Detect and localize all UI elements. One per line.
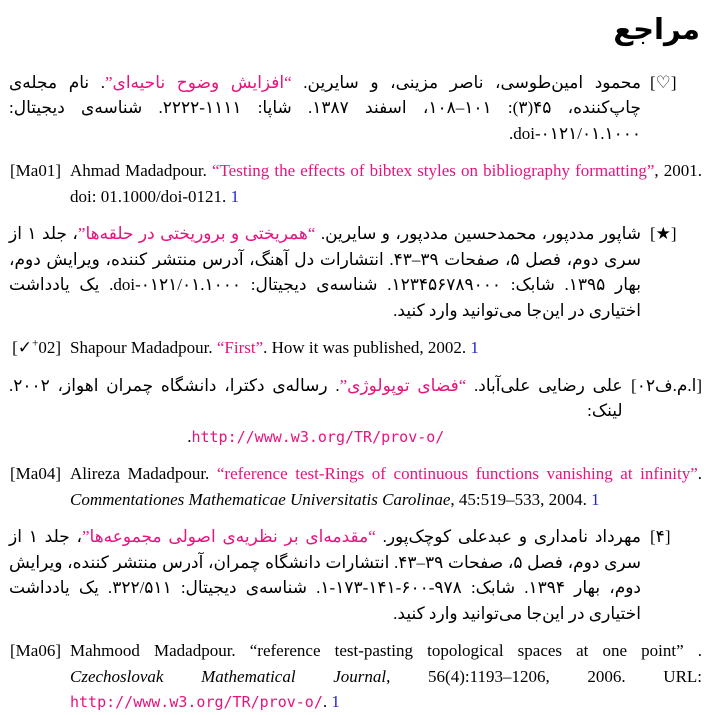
entry-label	[9, 638, 61, 715]
entry-text	[70, 461, 702, 512]
entry-text	[9, 70, 641, 147]
label-text: [♡]	[650, 72, 677, 92]
citation-text: محمود امین‌طوسی، ناصر مزینی، و سایرین.	[291, 72, 641, 92]
reference-entry	[9, 70, 702, 147]
entry-label	[650, 524, 702, 626]
citation-text: ، جلد ۱ از سری دوم، فصل ۵، صفحات ۳۹–۴۳. انتشارات دانشگاه چمران، آدرس منتشر کننده، ویرایش دوم، بهار ۱۳۹۴. شابک: ۹۷۸-۶۰۰-۱۴۱-۱۷۳-۱. شناسه‌ی دیجیتال: ۳۲۲/۵۱۱. یک یادداشت اختیاری در این‌جا می‌توانید وارد کنید.	[9, 527, 642, 623]
url-trailing-period: .	[187, 426, 192, 446]
citation-text: Shapour Madadpour.	[70, 338, 217, 357]
reference-title: “افزایش وضوح ناحیه‌ای”	[104, 72, 292, 92]
citation-text: شاپور مددپور، محمدحسین مددپور، و سایرین.	[315, 224, 641, 243]
backref-page-link[interactable]: 1	[591, 489, 600, 509]
entry-text	[9, 221, 641, 323]
citation-text: . نام مجله‌ی چاپ‌کننده، ۴۵(۳): ۱۰۱–۱۰۸، اسفند ۱۳۸۷. شاپا: ۱۱۱۱-۲۲۲۲. شناسه‌ی دیجیتال: ۰۱.۱۰۰۰/doi-۰۱۲۱.	[9, 72, 641, 143]
reference-entry	[9, 335, 702, 361]
entry-text	[70, 158, 702, 209]
backref-page-link[interactable]: 1	[230, 186, 240, 206]
reference-entry	[9, 373, 702, 450]
url-link[interactable]: http://www.w3.org/TR/prov-o/	[191, 427, 445, 446]
reference-title: “فضای توپولوژی”	[339, 375, 467, 395]
url-line	[9, 424, 623, 450]
reference-title: “همریختی و بروریختی در حلقه‌ها”	[77, 224, 316, 243]
entry-text	[9, 524, 641, 626]
citation-text: Ahmad Madadpour.	[70, 161, 212, 180]
reference-title: “First”	[216, 338, 264, 357]
reference-title: “Testing the effects of bibtex styles on bibliography formatting”	[211, 161, 655, 180]
citation-text: مهرداد نامداری و عبدعلی کوچک‌پور.	[375, 527, 642, 546]
reference-entry	[9, 524, 702, 626]
entry-text	[70, 638, 702, 715]
citation-text: Alireza Madadpour.	[70, 464, 217, 483]
label-text: [Ma01]	[10, 161, 61, 180]
label-text: [۴]	[650, 527, 671, 546]
reference-entry	[9, 221, 702, 323]
entry-label	[9, 461, 61, 512]
citation-text: .	[322, 692, 332, 711]
url-link[interactable]: http://www.w3.org/TR/prov-o/	[70, 693, 323, 711]
label-text: 02]	[38, 338, 61, 357]
label-text: [★]	[650, 224, 677, 243]
reference-entry	[9, 461, 702, 512]
backref-page-link[interactable]: 1	[470, 338, 479, 357]
citation-text: علی رضایی علی‌آباد.	[466, 375, 623, 395]
citation-text: ، جلد ۱ از سری دوم، فصل ۵، صفحات ۳۹–۴۳. انتشارات دل آهنگ، آدرس منتشر کننده، ویرایش دوم، بهار ۱۳۹۵. شابک: ۱۲۳۴۵۶۷۸۹۰۰۰. شناسه‌ی دیجیتال: ۰۱.۱۰۰۰/doi-۰۱۲۱. یک یادداشت اختیاری در این‌جا می‌توانید وارد کنید.	[9, 224, 641, 320]
citation-text: , 45:519–533, 2004.	[450, 489, 592, 509]
citation-text: Mahmood Madadpour. “reference test-pasting topological spaces at one point” .	[70, 641, 702, 660]
citation-text: . How it was published, 2002.	[263, 338, 471, 357]
label-text: [ا.م.ف۰۲]	[631, 375, 702, 395]
citation-text: , 2001. doi: 01.1000/doi-0121.	[70, 161, 703, 206]
entry-label	[9, 158, 61, 209]
citation-text: .	[697, 464, 702, 483]
entry-text	[70, 335, 702, 361]
label-text: [Ma06]	[10, 641, 61, 660]
backref-page-link[interactable]: 1	[331, 692, 340, 711]
entry-label-check-mark	[9, 335, 61, 361]
label-superscript: +	[32, 337, 39, 350]
label-text: [✓	[12, 338, 32, 357]
entry-text	[9, 373, 623, 450]
reference-entry	[9, 158, 702, 209]
label-text: [Ma04]	[10, 464, 61, 483]
reference-list	[9, 70, 702, 715]
citation-text: . رساله‌ی دکترا، دانشگاه چمران اهواز، ۲۰۰۲. لینک:	[9, 375, 623, 420]
page-title: مراجع	[613, 12, 700, 46]
reference-title: “مقدمه‌ای بر نظریه‌ی اصولی مجموعه‌ها”	[81, 527, 376, 546]
reference-title: “reference test-Rings of continuous functions vanishing at infinity”	[216, 464, 698, 483]
citation-text: , 56(4):1193–1206, 2006. URL:	[386, 666, 703, 686]
entry-label	[632, 373, 702, 450]
journal-name: Czechoslovak Mathematical Journal	[70, 666, 387, 686]
journal-name: Commentationes Mathematicae Universitatis Carolinae	[70, 489, 451, 509]
reference-entry	[9, 638, 702, 715]
entry-label-black-star	[650, 221, 702, 323]
entry-label-white-heart-suit	[650, 70, 702, 147]
